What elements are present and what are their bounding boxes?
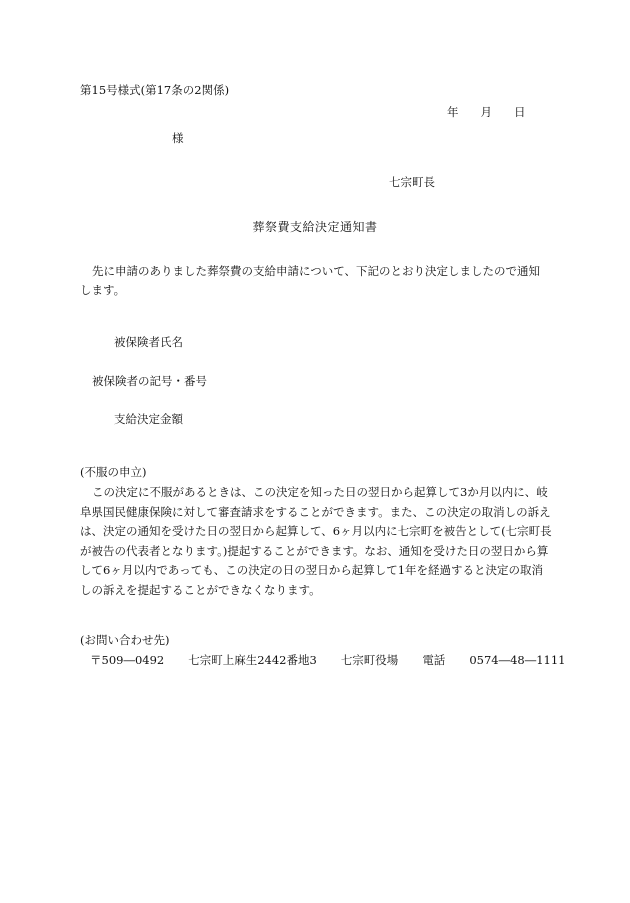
phone-number: 0574―48―1111 xyxy=(469,653,566,667)
issuer-name: 七宗町長 xyxy=(389,175,435,189)
form-number-label: 第15号様式(第17条の2関係) xyxy=(80,83,230,97)
month-label: 月 xyxy=(480,105,492,119)
appeal-heading: (不服の申立) xyxy=(80,465,147,479)
contact-heading: (お問い合わせ先) xyxy=(80,633,170,647)
notice-paragraph: 先に申請のありました葬祭費の支給申請について、下記のとおり決定しましたので通知します。 xyxy=(80,264,541,297)
field-payment-amount-label: 支給決定金額 xyxy=(114,412,183,426)
field-insured-number-label: 被保険者の記号・番号 xyxy=(92,374,207,388)
phone-label: 電話 xyxy=(422,653,446,667)
day-label: 日 xyxy=(514,105,526,119)
office-name: 七宗町役場 xyxy=(340,653,399,667)
contact-line xyxy=(90,652,565,668)
address: 七宗町上麻生2442番地3 xyxy=(188,653,317,667)
date-line xyxy=(447,104,526,120)
postal-code: 〒509―0492 xyxy=(90,653,165,667)
document-title: 葬祭費支給決定通知書 xyxy=(252,220,378,234)
field-insured-name-label: 被保険者氏名 xyxy=(114,335,183,349)
recipient-suffix: 様 xyxy=(172,131,184,145)
appeal-text: この決定に不服があるときは、この決定を知った日の翌日から起算して3か月以内に、岐阜県国民健康保険に対して審査請求をすることができます。また、この決定の取消しの訴えは、決定の通知を受けた日の翌日から起算して、6ヶ月以内に七宗町を被告として(七宗町長が被告の代表者となります。)提起することができます。なお、通知を受けた日の翌日から算して6ヶ月以内であっても、この決定の日の翌日から起算して1年を経過すると決定の取消しの訴えを提起することができなくなります。 xyxy=(80,485,552,597)
year-label: 年 xyxy=(447,105,459,119)
